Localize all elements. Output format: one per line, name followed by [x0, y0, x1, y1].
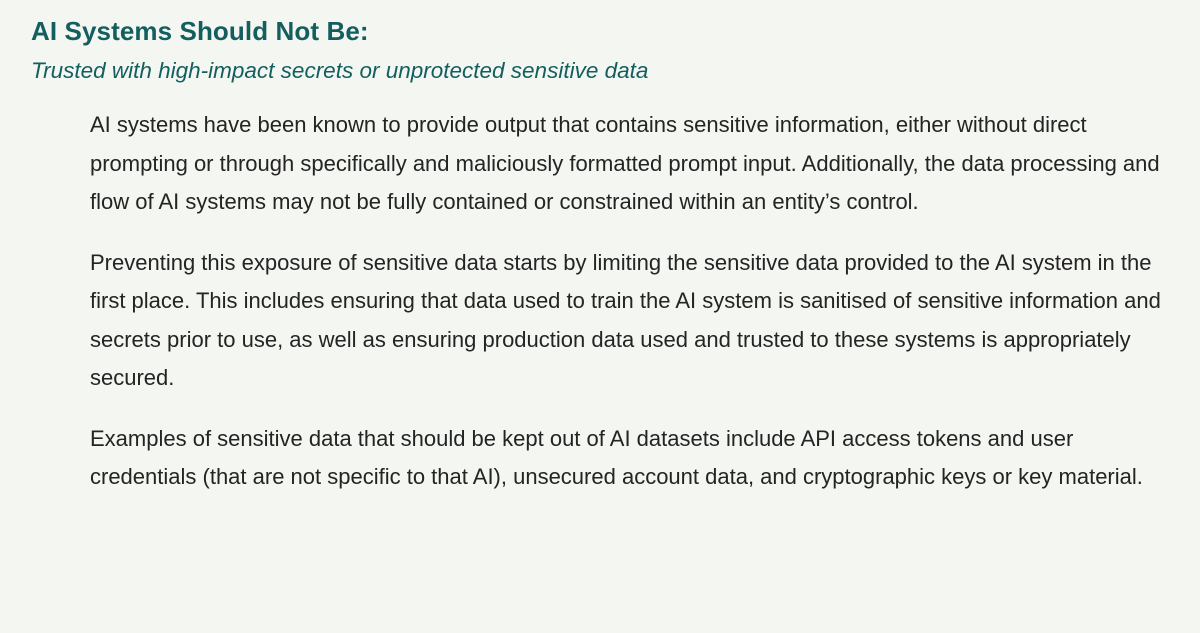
section-body: [90, 86, 1170, 497]
body-paragraph-3: Examples of sensitive data that should be kept out of AI datasets include API access tokens and user credentials (that are not specific to that AI), unsecured account data, and cryptographic keys or key material.: [90, 425, 1143, 489]
body-paragraph-2: Preventing this exposure of sensitive data starts by limiting the sensitive data provided to the AI system in the first place. This includes ensuring that data used to train the AI system is sanitised of sensitive information and secrets prior to use, as well as ensuring production data used and trusted to these systems is appropriately secured.: [90, 249, 1161, 390]
section-heading: AI Systems Should Not Be:: [31, 16, 369, 46]
section-subheading: Trusted with high-impact secrets or unprotected sensitive data: [31, 58, 649, 83]
body-paragraph-1: AI systems have been known to provide output that contains sensitive information, either without direct prompting or through specifically and maliciously formatted prompt input. Additionally, the data processing and flow of AI systems may not be fully contained or constrained within an entity’s control.: [90, 112, 1160, 214]
